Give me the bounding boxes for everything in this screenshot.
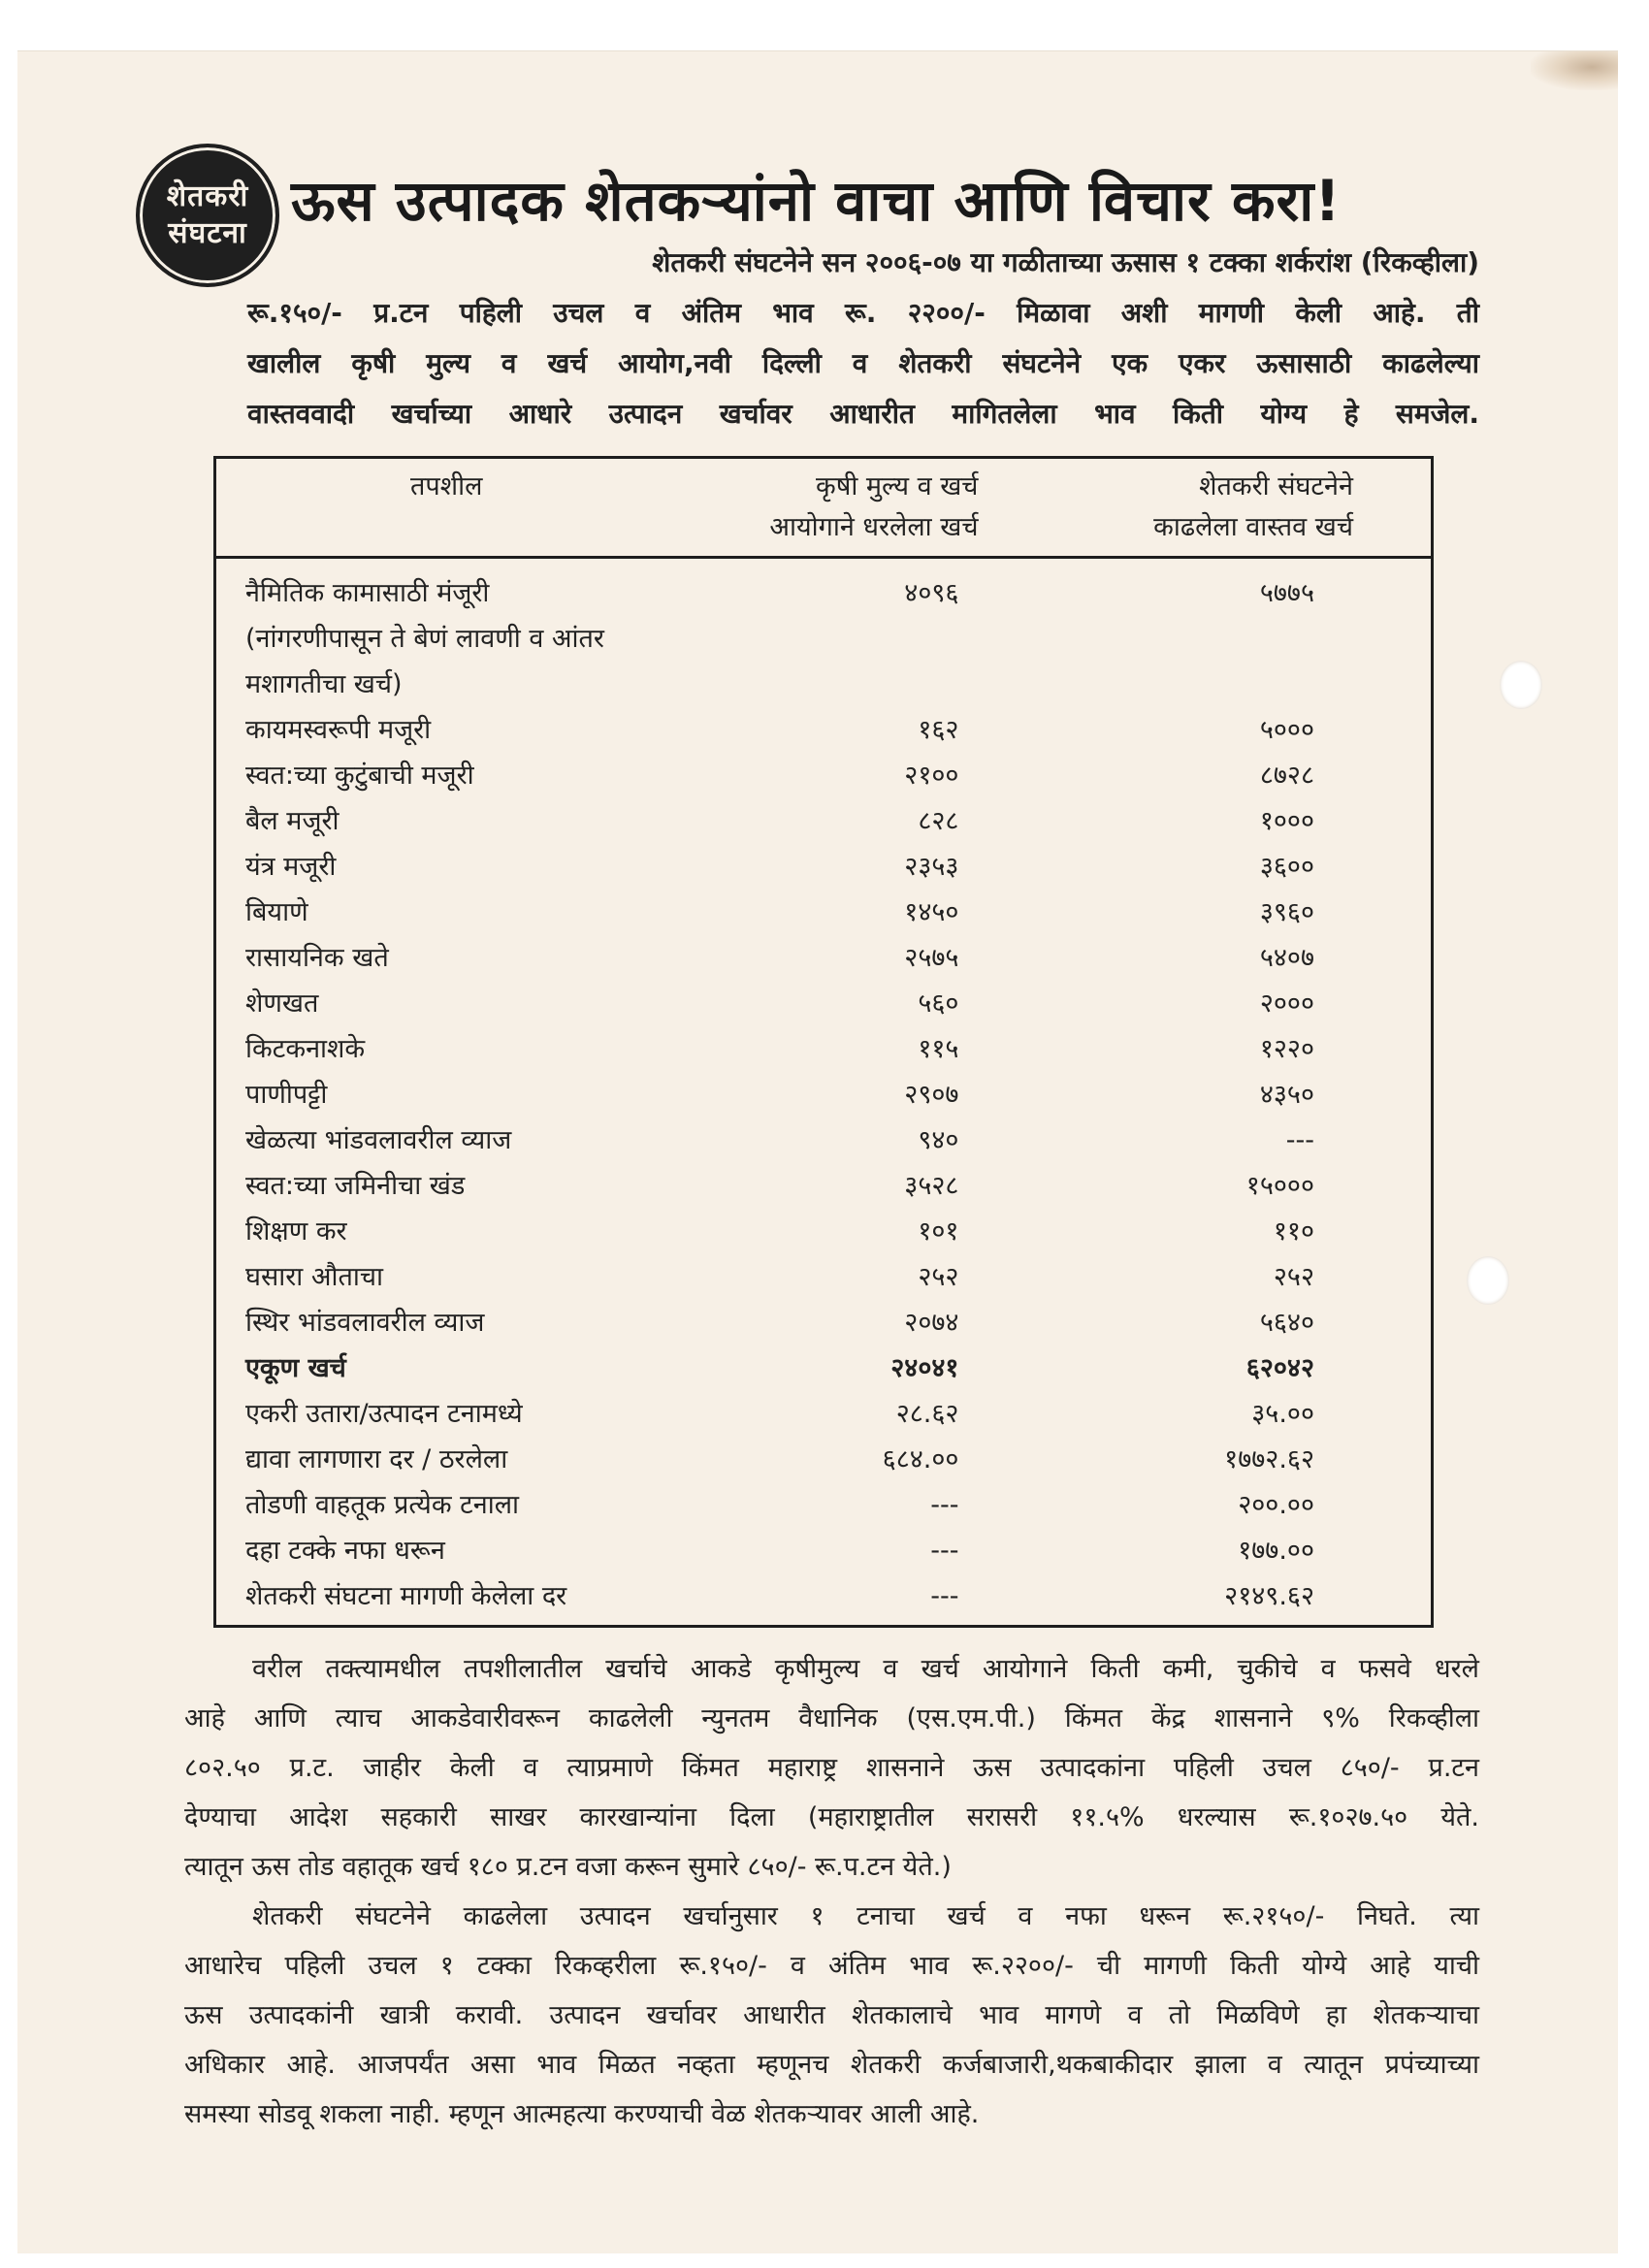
row-commission-value: १०१ <box>918 1216 959 1247</box>
paragraph-1 <box>184 1644 1479 1892</box>
row-commission-value: १४५० <box>904 897 959 927</box>
row-sanghatana-value: ८७२८ <box>1259 761 1314 791</box>
table-row <box>215 935 1433 981</box>
row-commission-value: २५७५ <box>904 943 959 973</box>
table-row <box>215 1072 1433 1118</box>
paragraph-line: वरील तक्त्यामधील तपशीलातील खर्चाचे आकडे कृषीमुल्य व खर्च आयोगाने किती कमी, चुकीचे व फसवे धरले <box>252 1654 1479 1684</box>
row-item-label: यंत्र मजूरी <box>245 852 337 882</box>
row-item-label: स्थिर भांडवलावरील व्याज <box>245 1308 485 1338</box>
row-sanghatana-value: ३९६० <box>1259 897 1314 927</box>
row-commission-value: --- <box>930 1490 959 1520</box>
row-commission-value: २३५३ <box>904 852 959 882</box>
row-sanghatana-value: ५७७५ <box>1259 578 1314 608</box>
row-item-label: नैमितिक कामासाठी मंजूरी (नांगरणीपासून ते बेणं लावणी व आंतर मशागतीचा खर्च) <box>245 578 604 699</box>
table-row <box>215 1300 1433 1345</box>
row-commission-value: ५६० <box>918 988 959 1019</box>
cost-comparison-table <box>213 456 1434 1628</box>
row-sanghatana-value: १२२० <box>1259 1034 1314 1064</box>
header-commission: कृषी मुल्य व खर्च आयोगाने धरलेला खर्च <box>713 458 1017 558</box>
header-sanghatana: शेतकरी संघटनेने काढलेला वास्तव खर्च <box>1017 458 1432 558</box>
paragraph-line: आधारेच पहिली उचल १ टक्का रिकव्हरीला रू.१५०/- व अंतिम भाव रू.२२००/- ची मागणी किती योग्ये आहे याची <box>184 1951 1479 1981</box>
row-item-label: द्यावा लागणारा दर / ठरलेला <box>245 1444 508 1474</box>
paragraph-line: समस्या सोडवू शकला नाही. म्हणून आत्महत्या करण्याची वेळ शेतकऱ्यावर आली आहे. <box>184 2099 980 2129</box>
row-sanghatana-value: ५००० <box>1259 715 1314 745</box>
row-item-label: रासायनिक खते <box>245 943 389 973</box>
table-row <box>215 1573 1433 1627</box>
paragraph-line: देण्याचा आदेश सहकारी साखर कारखान्यांना दिला (महाराष्ट्रातील सरासरी ११.५% धरल्यास रू.१०२७.५० येते. <box>184 1802 1479 1832</box>
row-sanghatana-value: २००० <box>1259 988 1314 1019</box>
row-commission-value: २०७४ <box>904 1308 959 1338</box>
table-row <box>215 1437 1433 1482</box>
table-row <box>215 558 1433 708</box>
table-row <box>215 1482 1433 1528</box>
row-commission-value: ६८४.०० <box>882 1444 959 1474</box>
table-row <box>215 1209 1433 1254</box>
table-row <box>215 1118 1433 1163</box>
row-commission-value: २४०४१ <box>890 1353 959 1383</box>
row-commission-value: २९०७ <box>904 1080 959 1110</box>
row-item-label: दहा टक्के नफा धरून <box>245 1536 445 1566</box>
row-sanghatana-value: ३६०० <box>1259 852 1314 882</box>
row-commission-value: ८२८ <box>918 806 959 836</box>
table-row <box>215 1163 1433 1209</box>
row-commission-value: २१०० <box>904 761 959 791</box>
row-sanghatana-value: ३५.०० <box>1251 1399 1314 1429</box>
table-row <box>215 844 1433 890</box>
paragraph-line: अधिकार आहे. आजपर्यंत असा भाव मिळत नव्हता म्हणूनच शेतकरी कर्जबाजारी,थकबाकीदार झाला व त्यातून प्रपंच्याच्या <box>184 2050 1479 2080</box>
row-commission-value: १६२ <box>918 715 959 745</box>
intro-line: खालील कृषी मुल्य व खर्च आयोग,नवी दिल्ली व शेतकरी संघटनेने एक एकर ऊसासाठी काढलेल्या <box>247 347 1479 379</box>
row-item-label: किटकनाशके <box>245 1034 366 1064</box>
table-body <box>215 558 1433 1627</box>
row-sanghatana-value: २५२ <box>1273 1262 1314 1292</box>
paragraph-line: ८०२.५० प्र.ट. जाहीर केली व त्याप्रमाणे किंमत महाराष्ट्र शासनाने ऊस उत्पादकांना पहिली उचल ८५०/- प्र.टन <box>184 1753 1479 1783</box>
paragraph-line: ऊस उत्पादकांनी खात्री करावी. उत्पादन खर्चावर आधारीत शेतकालाचे भाव मागणे व तो मिळविणे हा शेतकऱ्याचा <box>184 2000 1479 2030</box>
row-commission-value: २५२ <box>918 1262 959 1292</box>
row-item-label: तोडणी वाहतूक प्रत्येक टनाला <box>245 1490 520 1520</box>
table-header-row <box>215 458 1433 558</box>
paragraph-2 <box>184 1892 1479 2139</box>
row-sanghatana-value: १५००० <box>1245 1171 1314 1201</box>
table-row <box>215 707 1433 753</box>
table-header <box>215 458 1433 558</box>
row-sanghatana-value: --- <box>1285 1125 1314 1155</box>
row-commission-value: ११५ <box>918 1034 959 1064</box>
header-item: तपशील <box>215 458 714 558</box>
row-item-label: बैल मजूरी <box>245 806 340 836</box>
row-sanghatana-value: १७७.०० <box>1238 1536 1314 1566</box>
row-item-label: एकरी उतारा/उत्पादन टनामध्ये <box>245 1399 523 1429</box>
punch-hole <box>1467 1256 1509 1305</box>
row-sanghatana-value: १७७२.६२ <box>1224 1444 1314 1474</box>
row-item-label: पाणीपट्टी <box>245 1080 328 1110</box>
row-commission-value: ४०९६ <box>904 578 959 608</box>
table-row <box>215 1345 1433 1391</box>
row-item-label: एकूण खर्च <box>245 1353 346 1383</box>
row-commission-value: ३५२८ <box>904 1171 959 1201</box>
intro-line: शेतकरी संघटनेने सन २००६-०७ या गळीताच्या ऊसास १ टक्का शर्करांश (रिकव्हीला) <box>652 246 1479 278</box>
page-title: ऊस उत्पादक शेतकऱ्यांनो वाचा आणि विचार करा! <box>291 168 1342 234</box>
row-item-label: बियाणे <box>245 897 308 927</box>
table-row <box>215 1391 1433 1437</box>
logo-text-line2: संघटना <box>168 216 247 250</box>
table-row <box>215 1254 1433 1300</box>
row-commission-value: २८.६२ <box>895 1399 959 1429</box>
row-sanghatana-value: २००.०० <box>1238 1490 1314 1520</box>
row-sanghatana-value: ११० <box>1273 1216 1314 1247</box>
table-row <box>215 753 1433 798</box>
intro-line: वास्तववादी खर्चाच्या आधारे उत्पादन खर्चावर आधारीत मागितलेला भाव किती योग्य हे समजेल. <box>247 398 1479 430</box>
row-item-label: स्वत:च्या जमिनीचा खंड <box>245 1171 466 1201</box>
intro-paragraph <box>247 238 1479 439</box>
table-row <box>215 798 1433 844</box>
paragraph-line: आहे आणि त्याच आकडेवारीवरून काढलेली न्युनतम वैधानिक (एस.एम.पी.) किंमत केंद्र शासनाने ९% रिकव्हीला <box>184 1703 1479 1733</box>
row-item-label: स्वत:च्या कुटुंबाची मजूरी <box>245 761 474 791</box>
table-row <box>215 1528 1433 1573</box>
row-sanghatana-value: २१४९.६२ <box>1224 1581 1314 1611</box>
row-item-label: घसारा औताचा <box>245 1262 383 1292</box>
logo-text-line1: शेतकरी <box>166 179 249 213</box>
row-sanghatana-value: १००० <box>1259 806 1314 836</box>
row-sanghatana-value: ५४०७ <box>1259 943 1314 973</box>
table-row <box>215 981 1433 1026</box>
punch-hole <box>1500 661 1542 709</box>
row-commission-value: ९४० <box>918 1125 959 1155</box>
row-commission-value: --- <box>930 1581 959 1611</box>
row-item-label: कायमस्वरूपी मजूरी <box>245 715 432 745</box>
row-item-label: शिक्षण कर <box>245 1216 347 1247</box>
paragraph-line: शेतकरी संघटनेने काढलेला उत्पादन खर्चानुसार १ टनाचा खर्च व नफा धरून रू.२१५०/- निघते. त्या <box>252 1901 1479 1931</box>
intro-line: रू.१५०/- प्र.टन पहिली उचल व अंतिम भाव रू. २२००/- मिळावा अशी मागणी केली आहे. ती <box>247 297 1479 329</box>
table-row <box>215 1026 1433 1072</box>
paper-stain <box>1531 51 1618 90</box>
row-sanghatana-value: ६२०४२ <box>1245 1353 1314 1383</box>
row-item-label: शेतकरी संघटना मागणी केलेला दर <box>245 1581 567 1611</box>
paragraph-line: त्यातून ऊस तोड वहातूक खर्च १८० प्र.टन वजा करून सुमारे ८५०/- रू.प.टन येते.) <box>184 1852 952 1882</box>
row-commission-value: --- <box>930 1536 959 1566</box>
row-sanghatana-value: ४३५० <box>1259 1080 1314 1110</box>
row-item-label: खेळत्या भांडवलावरील व्याज <box>245 1125 512 1155</box>
table-row <box>215 890 1433 935</box>
row-sanghatana-value: ५६४० <box>1259 1308 1314 1338</box>
row-item-label: शेणखत <box>245 988 319 1019</box>
